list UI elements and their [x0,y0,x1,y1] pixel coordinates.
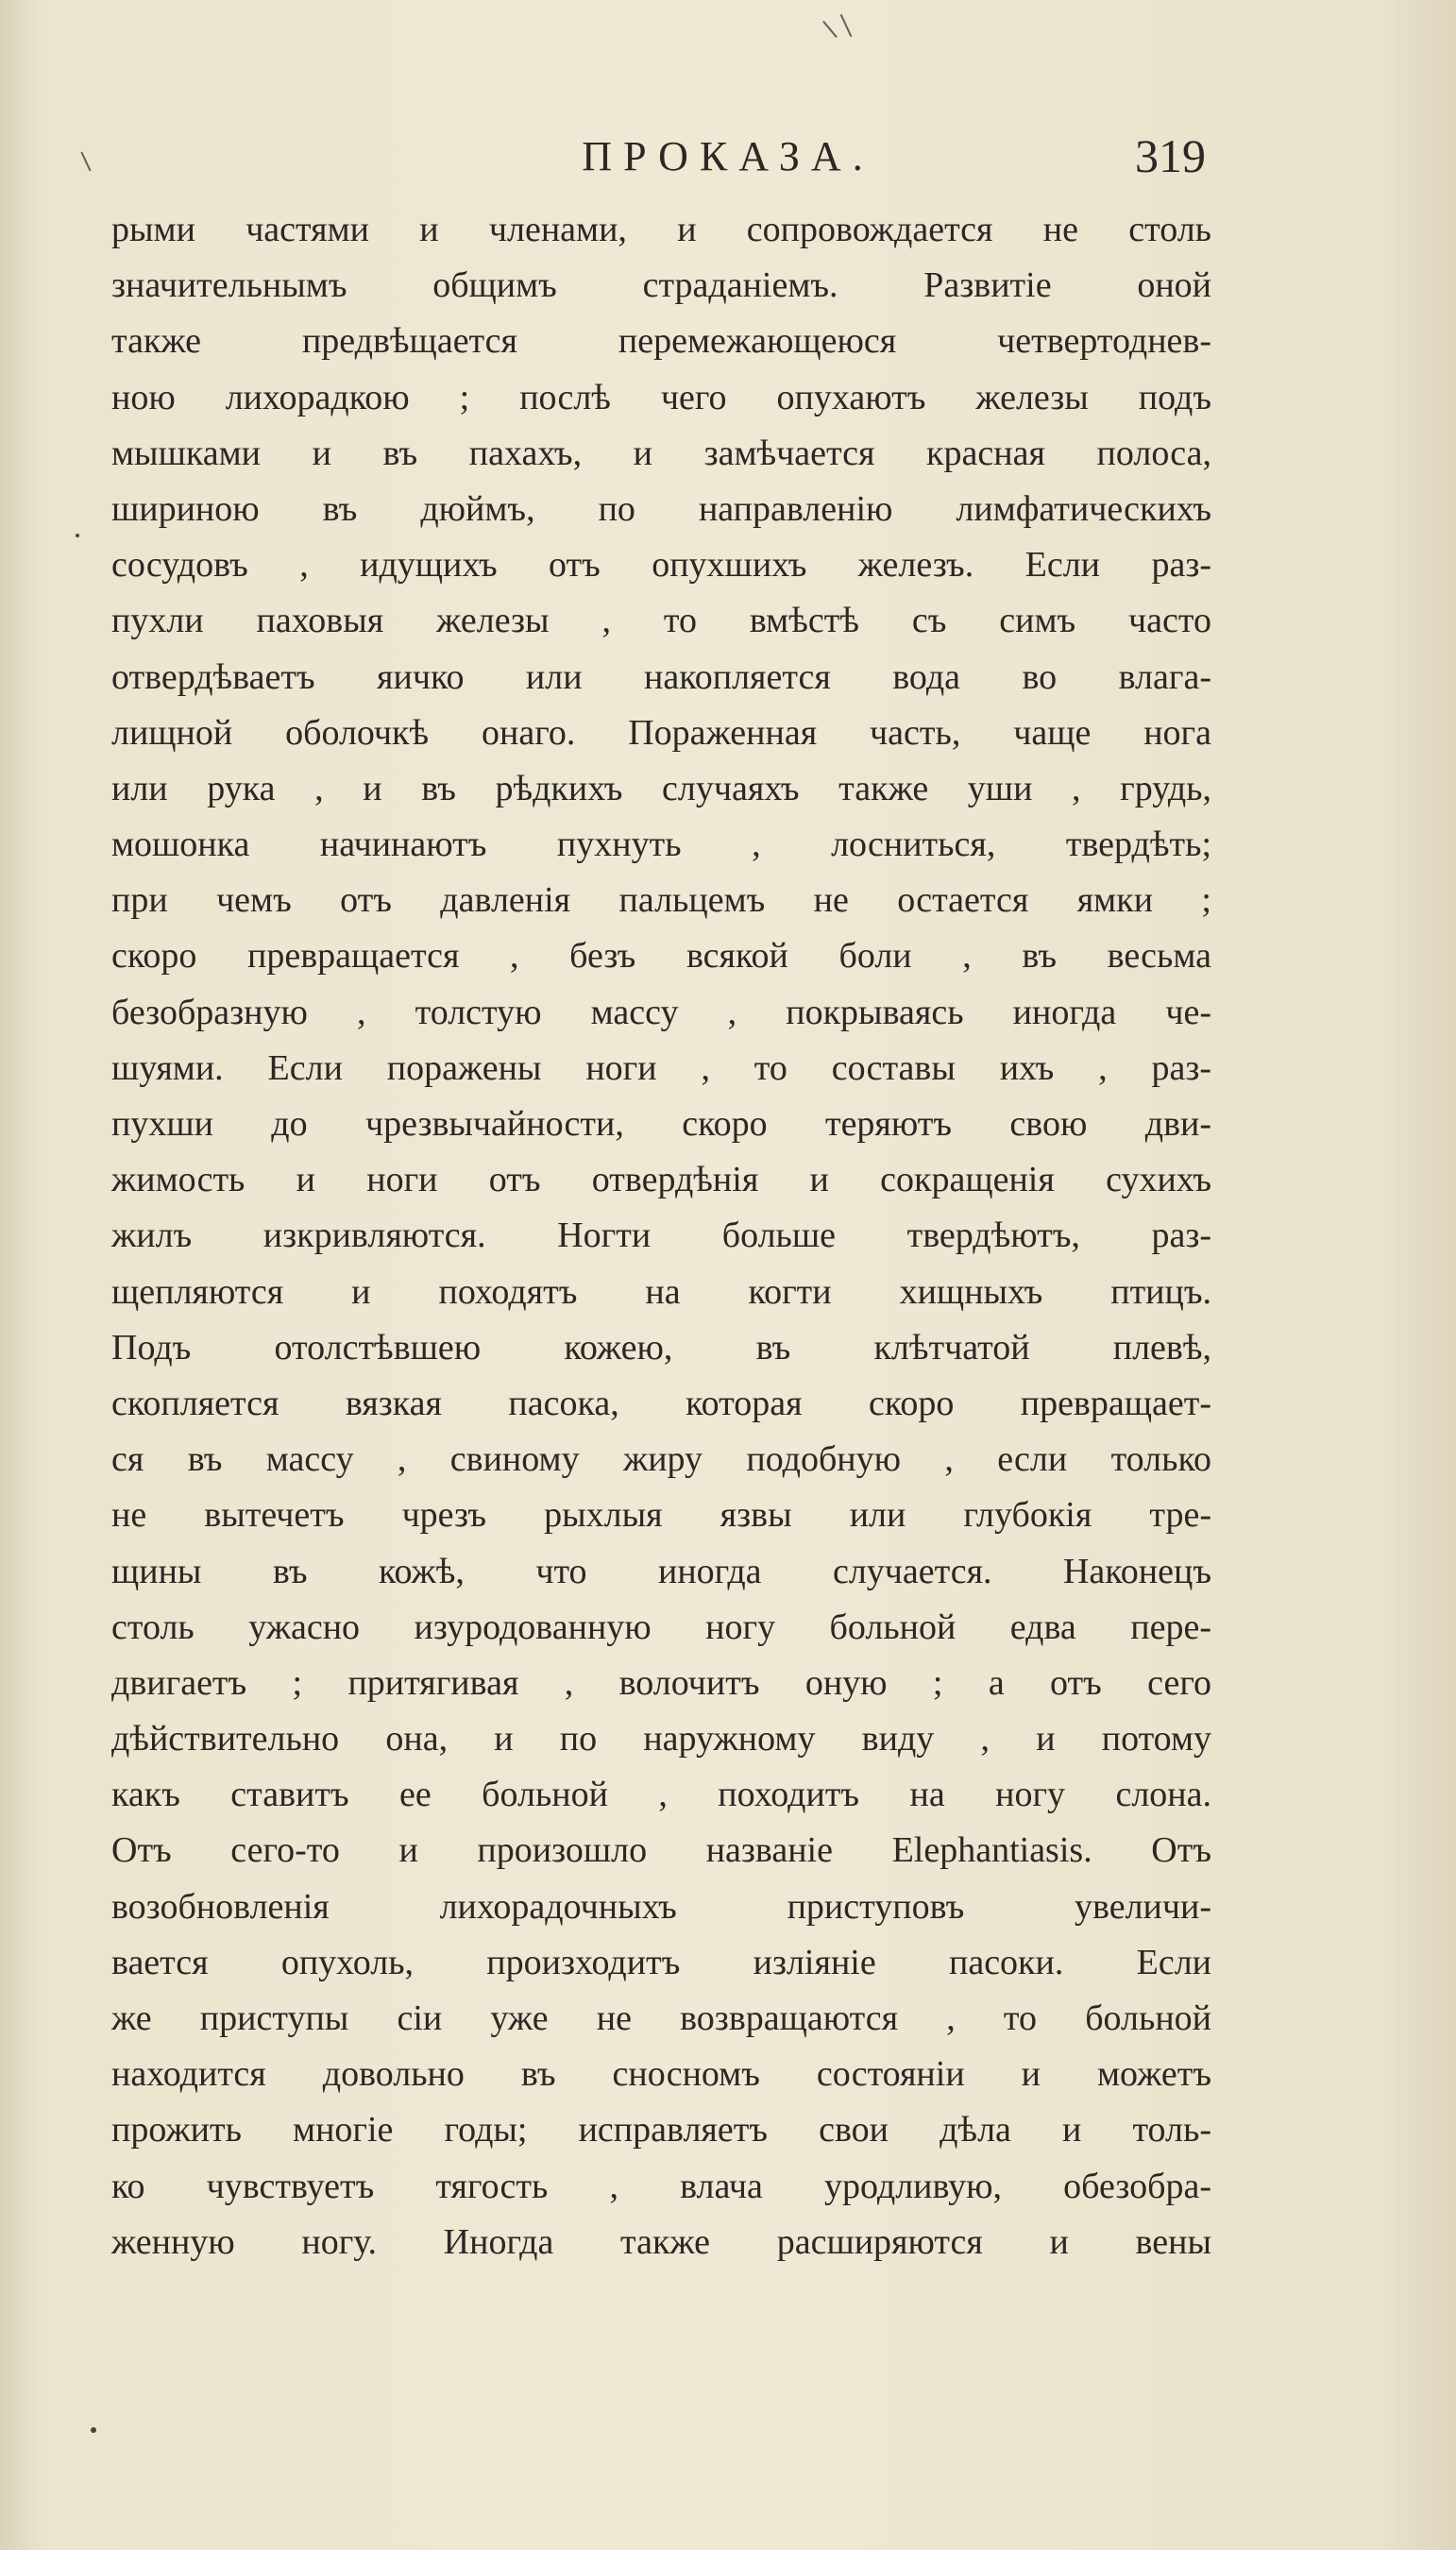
text-line: пухли паховыя железы , то вмѣстѣ съ симъ часто [111,601,1211,641]
margin-mark [840,14,853,37]
text-line: какъ ставитъ ее больной , походитъ на ногу слона. [111,1775,1211,1815]
text-line: Подъ отолстѣвшею кожею, въ клѣтчатой плевѣ, [111,1327,1211,1368]
text-line: мошонка начинаютъ пухнуть , лосниться, твердѣть; [111,824,1211,865]
text-line: щины въ кожѣ, что иногда случается. Наконецъ [111,1551,1211,1591]
body-text [111,202,1211,2270]
text-line: скопляется вязкая пасока, которая скоро превращает- [111,1383,1211,1423]
running-title: ПРОКАЗА. [582,133,874,179]
ink-speck [76,534,79,537]
text-line: же приступы сіи уже не возвращаются , то больной [111,1998,1211,2038]
text-line: двигаетъ ; притягивая , волочитъ оную ; а отъ сего [111,1662,1211,1703]
text-line: жимость и ноги отъ отвердѣнія и сокращенія сухихъ [111,1160,1211,1200]
text-line: ною лихорадкою ; послѣ чего опухаютъ железы подъ [111,377,1211,417]
text-line: Отъ сего-то и произошло названіе Elephantiasis. Отъ [111,1830,1211,1871]
text-line: прожить многіе годы; исправляетъ свои дѣла и толь- [111,2110,1211,2150]
text-line last: женную ногу. Иногда также расширяются и вены [111,2221,1211,2262]
text-line: дѣйствительно она, и по наружному виду , и потому [111,1719,1211,1760]
text-line: также предвѣщается перемежающеюся четвертоднев- [111,321,1211,362]
text-line: щепляются и походятъ на когти хищныхъ птицъ. [111,1271,1211,1312]
text-line: мышками и въ пахахъ, и замѣчается красная полоса, [111,433,1211,473]
text-line: значительнымъ общимъ страданіемъ. Развитіе оной [111,265,1211,306]
text-line: безобразную , толстую массу , покрываясь иногда че- [111,992,1211,1032]
text-line: при чемъ отъ давленія пальцемъ не остается ямки ; [111,880,1211,921]
text-line: рыми частями и членами, и сопровождается не столь [111,210,1211,249]
margin-mark [822,21,838,38]
page-header [0,129,1456,189]
text-line: ся въ массу , свиному жиру подобную , если только [111,1439,1211,1480]
text-line: возобновленія лихорадочныхъ приступовъ увеличи- [111,1886,1211,1927]
ink-speck [91,2427,96,2433]
text-line: шириною въ дюймъ, по направленію лимфатическихъ [111,488,1211,529]
text-line: пухши до чрезвычайности, скоро теряютъ свою дви- [111,1104,1211,1144]
text-line: вается опухоль, произходитъ изліяніе пасоки. Если [111,1942,1211,1982]
text-line: столь ужасно изуродованную ногу больной едва пере- [111,1606,1211,1647]
text-line: лищной оболочкѣ онаго. Пораженная часть, чаще нога [111,712,1211,753]
text-line: скоро превращается , безъ всякой боли , въ весьма [111,936,1211,977]
text-line: шуями. Если поражены ноги , то составы ихъ , раз- [111,1047,1211,1088]
text-line: жилъ изкривляются. Ногти больше твердѣютъ, раз- [111,1216,1211,1256]
text-line: отвердѣваетъ яичко или накопляется вода во влага- [111,656,1211,697]
text-line: находится довольно въ сносномъ состояніи и можетъ [111,2054,1211,2095]
text-line: не вытечетъ чрезъ рыхлыя язвы или глубокія тре- [111,1495,1211,1536]
page-number: 319 [1135,129,1206,182]
text-line: ко чувствуетъ тягость , влача уродливую, обезобра- [111,2166,1211,2206]
text-line: или рука , и въ рѣдкихъ случаяхъ также уши , грудь, [111,768,1211,808]
text-line: сосудовъ , идущихъ отъ опухшихъ железъ. Если раз- [111,545,1211,586]
